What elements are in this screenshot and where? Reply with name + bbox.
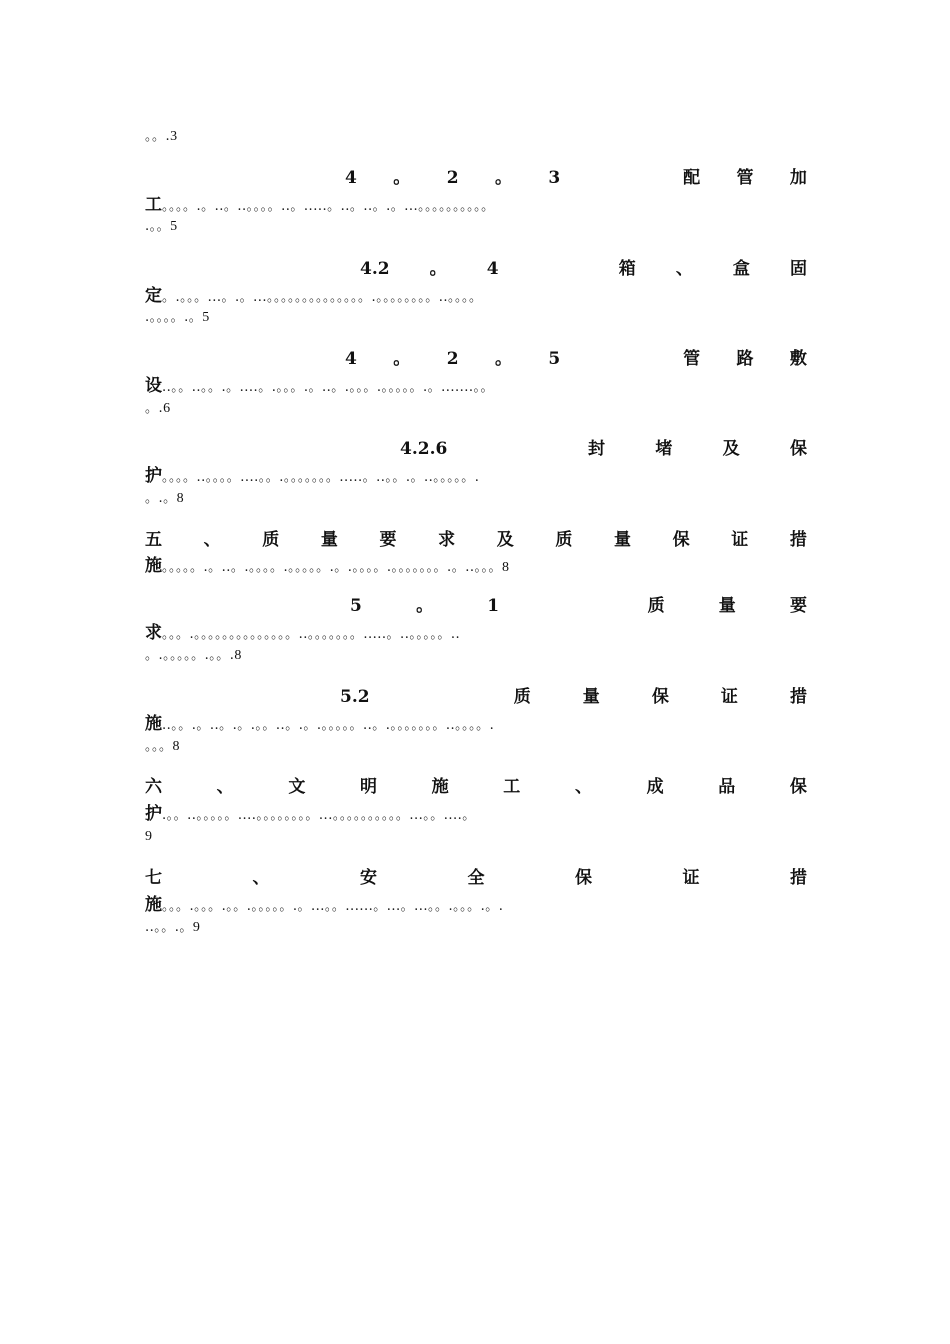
heading-part: 管 [736, 168, 754, 188]
heading-part: 七 [145, 868, 162, 888]
heading-part: 求 [438, 530, 456, 550]
heading-part: 六 [145, 777, 162, 797]
leader-dots: 。。。。。.。..。.。。。。.。。。。。.。.。。。。.。。。。。。。.。..。。。 [162, 560, 502, 575]
leader-dots: 。。. [145, 129, 171, 144]
toc-leader-line [145, 622, 807, 644]
toc-leader-line [145, 917, 807, 939]
toc-heading-line [340, 686, 807, 708]
heading-part: 五 [145, 530, 162, 550]
toc-heading-line [145, 776, 807, 798]
heading-part: 、 [675, 259, 693, 279]
toc-leader-line [145, 555, 807, 577]
heading-part: 。 [494, 168, 512, 188]
heading-part: 箱 [618, 259, 636, 279]
toc-heading-line [345, 348, 807, 370]
heading-last-char: 施 [145, 895, 162, 915]
leader-dots: 。。。 [145, 739, 173, 754]
toc-leader-line [145, 645, 807, 667]
toc-heading-line [345, 167, 807, 189]
heading-part: 证 [720, 687, 738, 707]
toc-leader-line [145, 803, 815, 825]
leader-dots: 。。。.。。。.。。.。。。。。.。...。。......。...。...。。.。。。.。. [162, 899, 504, 914]
heading-part: 5 [548, 349, 561, 369]
heading-part: 堵 [655, 439, 673, 459]
heading-part: 、 [574, 777, 592, 797]
heading-part: 质 [513, 687, 531, 707]
page-number: 8 [176, 491, 185, 506]
page-number: 5 [170, 219, 178, 234]
heading-part: 质 [262, 530, 280, 550]
heading-part: 4.2.6 [400, 439, 448, 459]
heading-part: 质 [555, 530, 573, 550]
toc-leader-line [145, 736, 807, 758]
leader-dots: .。。..。。。。。....。。。。。。。。...。。。。。。。。。。...。。....。 [162, 808, 476, 823]
heading-part: 量 [582, 687, 600, 707]
heading-part: 及 [496, 530, 514, 550]
toc-leader-line [145, 285, 807, 307]
heading-part: 3 [548, 168, 561, 188]
toc-leader-line [145, 826, 807, 848]
heading-part: 1 [487, 596, 500, 616]
heading-part: 路 [736, 349, 754, 369]
heading-part: 施 [431, 777, 449, 797]
leader-dots: ..。。.。..。.。.。。..。.。.。。。。。..。.。。。。。。。..。。。。. [162, 718, 495, 733]
heading-part: 5.2 [340, 687, 370, 707]
heading-last-char: 设 [145, 376, 162, 396]
toc-continuation-line [145, 126, 807, 148]
heading-last-char: 工 [145, 195, 162, 215]
heading-part: 量 [320, 530, 338, 550]
heading-part: 量 [614, 530, 631, 550]
heading-part: 。 [494, 349, 512, 369]
heading-last-char: 护 [145, 804, 162, 824]
heading-part: 量 [718, 596, 736, 616]
leader-dots: 。.。。。...。.。...。。。。。。。。。。。。。。.。。。。。。。。..。。。。 [162, 290, 483, 305]
heading-part: 证 [682, 868, 700, 888]
page-number: 9 [192, 920, 201, 935]
page-number: 3 [170, 129, 178, 144]
toc-heading-line [360, 258, 807, 280]
heading-part: 保 [789, 439, 807, 459]
heading-part: 品 [718, 777, 736, 797]
heading-last-char: 求 [145, 623, 162, 643]
heading-last-char: 定 [145, 286, 162, 306]
heading-part: 工 [503, 777, 521, 797]
leader-dots: ..。。.。 [145, 920, 193, 935]
leader-dots: 。.。。。。。.。。. [145, 648, 235, 663]
leader-dots: 。。。。.。..。..。。。。..。.....。..。..。.。...。。。。。。。。。。 [162, 199, 495, 214]
page-number: 6 [163, 401, 171, 416]
leader-dots: ..。。..。。.。....。.。。。.。..。.。。。.。。。。。.。.......。。 [162, 380, 495, 395]
heading-part: 、 [203, 530, 221, 550]
heading-last-char: 护 [145, 466, 162, 486]
heading-part: 4 [345, 168, 357, 188]
heading-part: 。 [416, 596, 434, 616]
leader-dots: .。。。。.。 [145, 310, 203, 325]
toc-leader-line [145, 398, 807, 420]
heading-part: 盒 [732, 259, 750, 279]
heading-part: 2 [446, 168, 459, 188]
toc-heading-line [350, 595, 807, 617]
page-number: 8 [234, 648, 242, 663]
heading-part: 安 [360, 868, 377, 888]
heading-part: 管 [683, 349, 701, 369]
leader-dots: .。。 [145, 219, 171, 234]
page-number: 8 [501, 560, 510, 575]
leader-dots: 。。。.。。。。。。。。。。。。。。..。。。。。。。.....。..。。。。。.. [162, 627, 461, 642]
leader-dots: 。.。 [145, 491, 177, 506]
heading-last-char: 施 [145, 714, 162, 734]
heading-part: 明 [359, 777, 377, 797]
heading-part: 4.2 [360, 259, 390, 279]
toc-leader-line [145, 465, 807, 487]
toc-heading-line [400, 438, 807, 460]
heading-part: 质 [647, 596, 665, 616]
heading-part: 保 [575, 868, 592, 888]
page-number: 9 [145, 829, 153, 844]
toc-leader-line [145, 307, 807, 329]
toc-leader-line [145, 375, 807, 397]
heading-part: 。 [393, 168, 411, 188]
page-number: 5 [202, 310, 210, 325]
page-number: 8 [172, 739, 181, 754]
heading-part: 、 [252, 868, 270, 888]
heading-part: 证 [731, 530, 749, 550]
heading-part: 封 [587, 439, 605, 459]
leader-dots: 。. [145, 401, 164, 416]
heading-part: 、 [216, 777, 234, 797]
heading-part: 要 [379, 530, 397, 550]
heading-part: 固 [789, 259, 807, 279]
heading-part: 5 [350, 596, 362, 616]
heading-last-char: 施 [145, 556, 162, 576]
toc-leader-line [145, 713, 807, 735]
toc-leader-line [145, 216, 807, 238]
heading-part: 2 [446, 349, 459, 369]
heading-part: 全 [467, 868, 485, 888]
heading-part: 敷 [789, 349, 807, 369]
toc-heading-line [145, 867, 807, 889]
heading-part: 加 [789, 168, 807, 188]
heading-part: 成 [646, 777, 664, 797]
heading-part: 。 [393, 349, 411, 369]
toc-leader-line [145, 194, 807, 216]
heading-part: 文 [288, 777, 306, 797]
toc-heading-line [145, 529, 807, 551]
toc-leader-line [145, 488, 807, 510]
toc-leader-line [145, 894, 807, 916]
heading-part: 措 [790, 868, 807, 888]
heading-part: 保 [651, 687, 669, 707]
leader-dots: 。。。。..。。。。....。。.。。。。。。。.....。..。。.。..。。。。。. [162, 470, 480, 485]
heading-part: 保 [672, 530, 690, 550]
heading-part: 措 [789, 530, 807, 550]
heading-part: 保 [789, 777, 807, 797]
heading-part: 。 [429, 259, 447, 279]
heading-part: 措 [789, 687, 807, 707]
heading-part: 4 [486, 259, 499, 279]
heading-part: 及 [722, 439, 740, 459]
heading-part: 要 [790, 596, 807, 616]
heading-part: 配 [683, 168, 701, 188]
heading-part: 4 [345, 349, 357, 369]
